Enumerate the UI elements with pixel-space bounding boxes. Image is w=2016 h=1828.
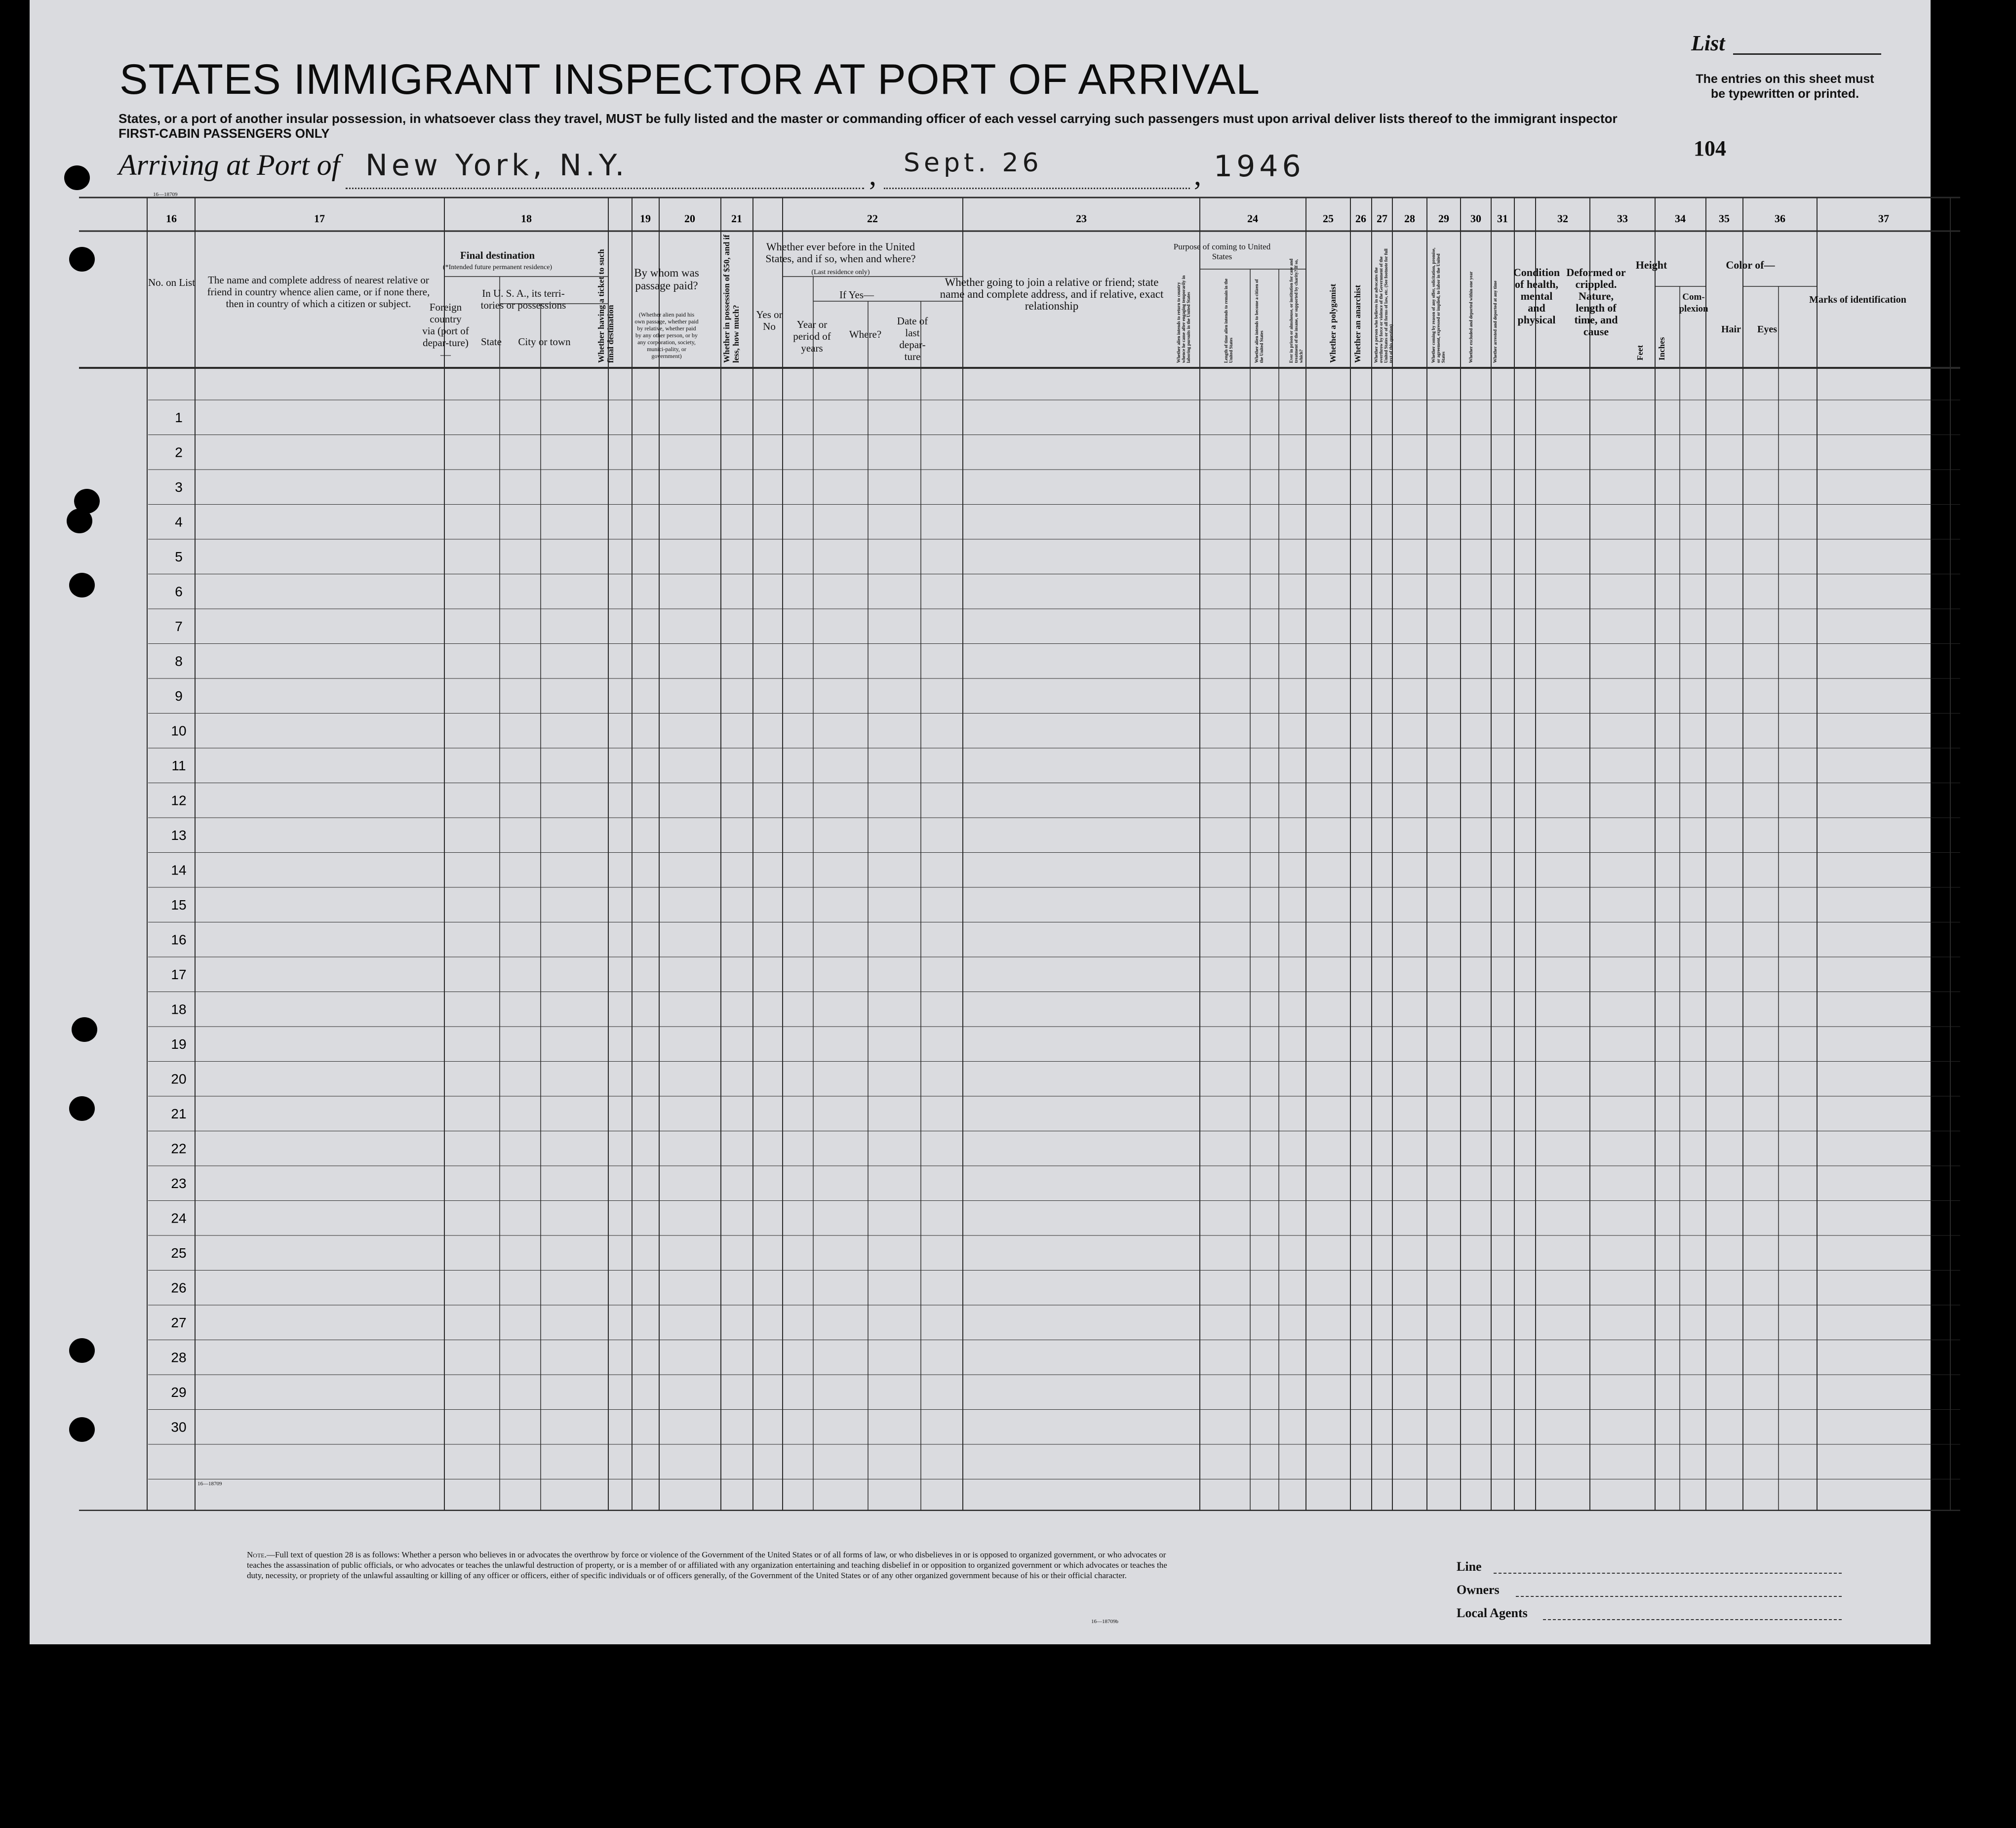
header-final-destination-note: (*Intended future permanent residence) [442,264,553,271]
header-feet: Feet [1635,345,1645,360]
entries-note-line2: be typewritten or printed. [1710,87,1859,101]
column-number: 34 [1675,212,1686,225]
row-number: 8 [175,653,183,669]
header-passage-paid: By whom was passage paid? [634,267,699,292]
list-label: List [1691,31,1725,55]
header-arrested: Whether arrested and deported at any time [1493,280,1498,363]
row-number: 1 [175,410,183,425]
row-number: 3 [175,479,183,495]
column-number: 32 [1557,212,1568,225]
row-number: 18 [171,1001,187,1017]
row-number: 30 [171,1419,187,1435]
header-state: State [481,336,502,348]
entries-note-line1: The entries on this sheet must [1696,72,1874,86]
row-number: 19 [171,1036,187,1052]
owners-label: Owners [1457,1583,1500,1597]
column-number: 31 [1497,212,1508,225]
form-code-top: 16—18709 [153,192,178,198]
punch-hole [69,1338,95,1363]
column-number: 37 [1878,212,1889,225]
column-number: 22 [867,212,878,225]
agents-signature-line [1543,1619,1842,1620]
footnote-text: —Full text of question 28 is as follows: Whether a person who believes in or advocates the overthrow by force or violence of the Government of the United States or of all forms of law, or who disbelieves in or is opposed to organized government, or who advocates or teaches the assassination of public officials, or who advocates or teaches the unlawful destruction of property, or is a member of or affiliated with any organization entertaining and teaching disbelief in or opposition to organized government or which advocates or teaches the duty, necessity, or propriety of the unlawful assaulting or killing of any officer or officers, either of specific individuals or of officers generally, of the Government of the United States or of any other organized government because of his or their official character. [247,1550,1167,1580]
header-no-on-list: No. on List [148,277,196,288]
arriving-label: Arriving at Port of [119,149,340,181]
punch-hole [64,165,90,190]
row-number: 10 [171,723,187,739]
row-number: 20 [171,1071,187,1087]
header-length-stay: Length of time alien intends to remain in the United States [1224,278,1233,363]
row-number: 9 [175,688,183,704]
header-complexion: Com-plexion [1679,292,1708,314]
header-marks: Marks of identification [1809,294,1906,305]
footnote-label: Note. [247,1550,267,1559]
punch-hole [69,247,95,272]
header-if-yes: If Yes— [839,289,874,301]
line-signature-line [1494,1573,1842,1574]
row-number: 12 [171,793,187,808]
punch-hole [67,509,92,533]
header-color-of: Color of— [1726,259,1775,271]
header-passage-note: (Whether alien paid his own passage, whether paid by relative, whether paid by any other person, or by any corporation, society, munici-pality, or government) [634,311,699,359]
header-instructions: States, or a port of another insular possession, in whatsoever class they travel, MUST be fully listed and the master or commanding officer of each vessel carrying such passengers must upon arrival deliver lists thereof to the immigrant inspector [119,111,1618,126]
row-number: 15 [171,897,187,913]
column-number: 33 [1617,212,1628,225]
column-number: 30 [1470,212,1481,225]
sheet-number: 104 [1694,136,1726,160]
column-number: 19 [640,212,651,225]
header-joining-relative: Whether going to join a relative or friend; state name and complete address, and if relative, exact relationship [940,276,1164,312]
header-years: Year or period of years [793,318,831,354]
column-number: 36 [1775,212,1785,225]
row-number: 17 [171,967,187,982]
row-number: 16 [171,932,187,948]
header-deformed: Deformed or crippled. Nature, length of time, and cause [1566,266,1626,338]
column-number: 20 [684,212,695,225]
header-eyes: Eyes [1757,324,1777,335]
column-number: 17 [314,212,325,225]
header-become-citizen: Whether alien intends to become a citizen of the United States [1254,279,1264,363]
header-ever-in-us: Whether ever before in the United States, and if so, when and where? [765,240,916,265]
header-where: Where? [849,328,882,340]
row-number: 11 [171,758,186,773]
header-purpose: Purpose of coming to United States [1173,242,1271,261]
column-number: 27 [1377,212,1387,225]
row-number: 7 [175,619,183,634]
row-number: 14 [171,862,187,878]
row-number: 27 [171,1315,187,1330]
punch-hole [69,1096,95,1121]
row-number: 26 [171,1280,187,1296]
punch-hole [69,1417,95,1442]
header-hair: Hair [1721,324,1741,335]
row-number: 21 [171,1106,187,1121]
column-number: 35 [1719,212,1730,225]
header-foreign-country: Foreign country via (port of depar-ture)— [422,301,469,360]
punch-hole [72,1017,97,1042]
date-value: Sept. 26 [904,148,1043,178]
row-number: 5 [175,549,183,564]
header-prison: Ever in prison or almshouse, or institution for care and treatment of the insane, or supported by charity? If so, which? [1289,258,1304,363]
header-in-usa: In U. S. A., its terri-tories or possessions [480,287,566,311]
header-city: City or town [518,336,571,348]
header-inches: Inches [1657,337,1666,360]
header-anarchist: Whether an anarchist [1353,284,1362,363]
header-ever-in-us-note: (Last residence only) [811,269,870,276]
page-title: STATES IMMIGRANT INSPECTOR AT PORT OF ARRIVAL [119,56,1261,103]
header-nearest-relative: The name and complete address of nearest relative or friend in country whence alien came, or if none there, then in country of which a citizen or subject. [207,274,430,310]
column-number: 24 [1247,212,1258,225]
owners-signature-line [1516,1596,1842,1597]
column-number: 18 [521,212,532,225]
row-number: 24 [171,1210,187,1226]
agents-label: Local Agents [1457,1606,1528,1620]
manifest-grid [59,0,1960,1511]
header-final-destination: Final destination [460,249,535,261]
header-ticket: Whether having a ticket to such final destination [596,249,615,363]
header-overthrow: Whether a person who believes in or advocates the overthrow by force or violence of the Government of the United States or of all forms of law, etc. (See footnote for full text of this question) [1374,248,1393,363]
comma-separator-2: , [1194,159,1201,191]
column-number: 16 [166,212,177,225]
year-value: 1946 [1214,149,1305,184]
header-health: Condition of health, mental and physical [1513,266,1560,326]
manifest-sheet [30,0,1931,1644]
column-number: 28 [1404,212,1415,225]
row-number: 4 [175,514,183,530]
header-height: Height [1635,259,1667,271]
form-code-bottom: 16—18709 [198,1481,222,1487]
header-polygamist: Whether a polygamist [1328,283,1338,363]
header-fifty-dollars: Whether in possession of $50, and if less, how much? [722,235,741,363]
column-number: 21 [731,212,742,225]
punch-hole [69,573,95,597]
footnote [247,1550,1185,1581]
footnote-code: 16—18709b [1091,1619,1118,1625]
comma-separator: , [869,159,876,191]
passenger-class-line: FIRST-CABIN PASSENGERS ONLY [119,126,330,141]
header-yes-no: Yes or No [756,309,783,332]
header-last-departure: Date of last depar-ture [897,315,928,362]
line-label: Line [1457,1559,1482,1574]
column-number: 26 [1355,212,1366,225]
header-return-country: Whether alien intends to return to country whence he came after engaging temporarily in laboring pursuits in the United States [1176,275,1191,363]
row-number: 23 [171,1176,187,1191]
row-number: 28 [171,1350,187,1365]
row-number: 22 [171,1141,187,1156]
row-number: 2 [175,444,183,460]
row-number: 25 [171,1245,187,1261]
column-number: 29 [1438,212,1449,225]
column-number: 25 [1323,212,1334,225]
header-labor-offer: Whether coming by reason of any offer, solicitation, promise, or agreement, expressed or implied, to labor in the United States [1431,247,1446,363]
row-number: 29 [171,1385,187,1400]
port-value: New York, N.Y. [365,148,629,183]
header-excluded: Whether excluded and deported within one year [1468,271,1473,363]
row-number: 13 [171,828,187,843]
row-number: 6 [175,584,183,599]
column-number: 23 [1076,212,1087,225]
